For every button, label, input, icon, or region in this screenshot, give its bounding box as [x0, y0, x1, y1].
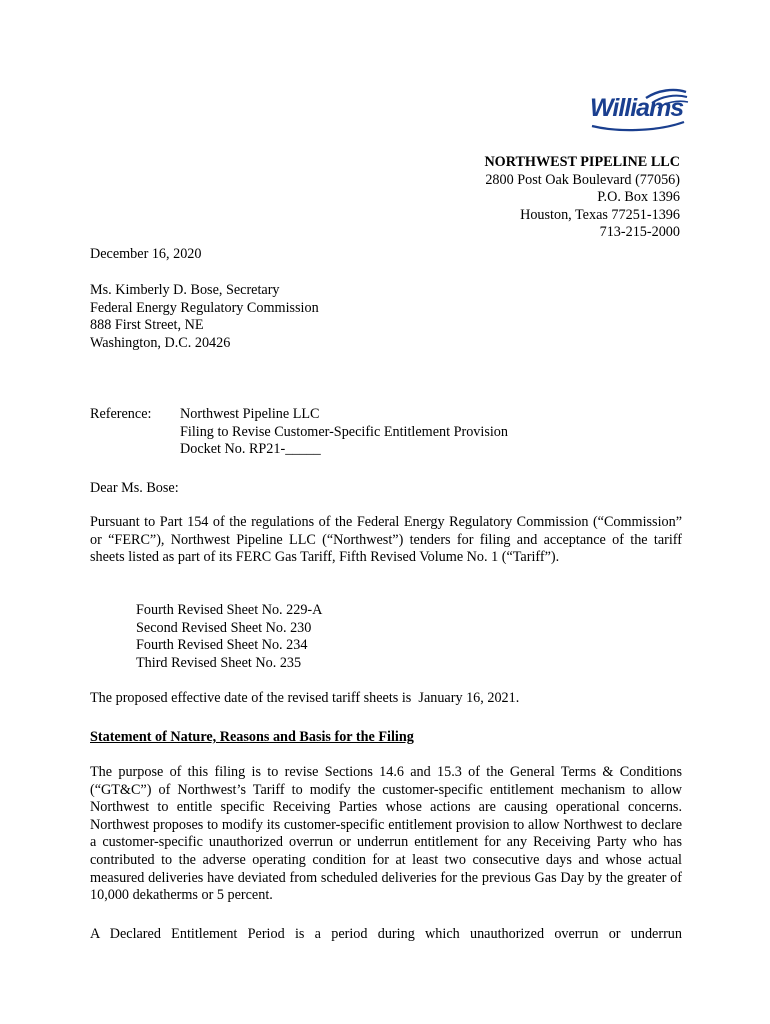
effective-date-statement: The proposed effective date of the revised tariff sheets is January 16, 2021. — [90, 690, 520, 706]
paragraph-purpose: The purpose of this filing is to revise Sections 14.6 and 15.3 of the General Terms & Conditions (“GT&C”) of Northwest’s Tariff to modify the customer-specific entitlement mechanism to allow Northwest to entitle specific Receiving Parties whose actions are causing operational concerns. Northwest proposes to modify its customer-specific entitlement provision to allow Northwest to declare a customer-specific unauthorized overrun or underrun entitlement for any Receiving Party who has contributed to the adverse operating condition for at least two consecutive days and whose actual measured deliveries have deviated from scheduled deliveries for the previous Gas Day by the greater of 10,000 dekatherms or 5 percent. — [90, 764, 682, 904]
williams-logo — [586, 86, 690, 136]
recipient-line-1: Ms. Kimberly D. Bose, Secretary — [90, 282, 280, 298]
address-line-2: P.O. Box 1396 — [597, 189, 680, 206]
logo-wordmark: Williams — [590, 94, 684, 122]
address-line-3: Houston, Texas 77251-1396 — [520, 206, 680, 223]
paragraph-intro: Pursuant to Part 154 of the regulations of the Federal Energy Regulatory Commission (“Commission” or “FERC”), Northwest Pipeline LLC (“Northwest”) tenders for filing and acceptance of the tariff sheets listed as part of its FERC Gas Tariff, Fifth Revised Volume No. 1 (“Tariff”). — [90, 514, 682, 566]
tariff-sheet-item: Third Revised Sheet No. 235 — [136, 654, 302, 671]
address-line-1: 2800 Post Oak Boulevard (77056) — [485, 171, 680, 188]
recipient-line-4: Washington, D.C. 20426 — [90, 334, 231, 351]
recipient-line-2: Federal Energy Regulatory Commission — [90, 299, 319, 316]
letter-date: December 16, 2020 — [90, 246, 202, 262]
tariff-sheet-item: Second Revised Sheet No. 230 — [136, 619, 312, 636]
company-name: NORTHWEST PIPELINE LLC — [484, 154, 680, 170]
section-heading: Statement of Nature, Reasons and Basis for the Filing — [90, 729, 414, 745]
letterhead — [360, 154, 680, 242]
paragraph-entitlement-period: A Declared Entitlement Period is a period during which unauthorized overrun or underrun — [90, 926, 682, 942]
tariff-sheet-item: Fourth Revised Sheet No. 234 — [136, 637, 308, 654]
reference-line-1: Northwest Pipeline LLC — [180, 406, 320, 422]
reference-line-2: Filing to Revise Customer-Specific Entitlement Provision — [180, 423, 508, 440]
reference-lines — [180, 406, 660, 459]
phone-number: 713-215-2000 — [599, 224, 680, 241]
reference-label: Reference: — [90, 406, 152, 422]
tariff-sheet-list — [136, 602, 728, 672]
tariff-sheet-item: Fourth Revised Sheet No. 229-A — [136, 602, 323, 618]
recipient-address — [90, 282, 682, 352]
salutation: Dear Ms. Bose: — [90, 480, 179, 496]
reference-line-3: Docket No. RP21-_____ — [180, 441, 321, 458]
recipient-line-3: 888 First Street, NE — [90, 317, 204, 334]
